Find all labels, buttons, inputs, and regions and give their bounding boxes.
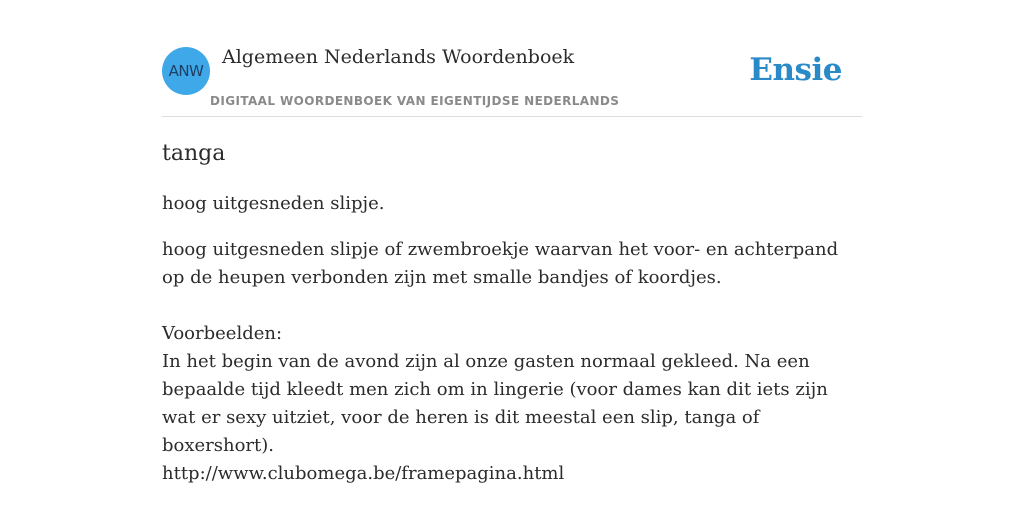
site-title[interactable]: Algemeen Nederlands Woordenboek (222, 46, 575, 68)
header (162, 0, 862, 117)
examples-label: Voorbeelden: (162, 323, 283, 344)
site-subtitle: DIGITAAL WOORDENBOEK VAN EIGENTIJDSE NEDERLANDS (210, 94, 620, 108)
short-definition: hoog uitgesneden slipje. (162, 193, 385, 214)
long-definition: hoog uitgesneden slipje of zwembroekje waarvan het voor- en achterpand op de heupen verbonden zijn met smalle bandjes of koordjes. (162, 239, 839, 288)
headword: tanga (162, 141, 226, 166)
ensie-brand-logo[interactable]: Ensie (749, 52, 842, 88)
entry-content (162, 140, 862, 488)
example-source-link[interactable]: http://www.clubomega.be/framepagina.html (162, 463, 565, 484)
spacer (162, 292, 862, 320)
anw-logo[interactable] (162, 47, 210, 95)
logo-text: ANW (168, 62, 204, 80)
example-text: In het begin van de avond zijn al onze gasten normaal gekleed. Na een bepaalde tijd kleedt men zich om in lingerie (voor dames kan dit iets zijn wat er sexy uitziet, voor de heren is dit meestal een slip, tanga of boxershort). (162, 351, 828, 456)
